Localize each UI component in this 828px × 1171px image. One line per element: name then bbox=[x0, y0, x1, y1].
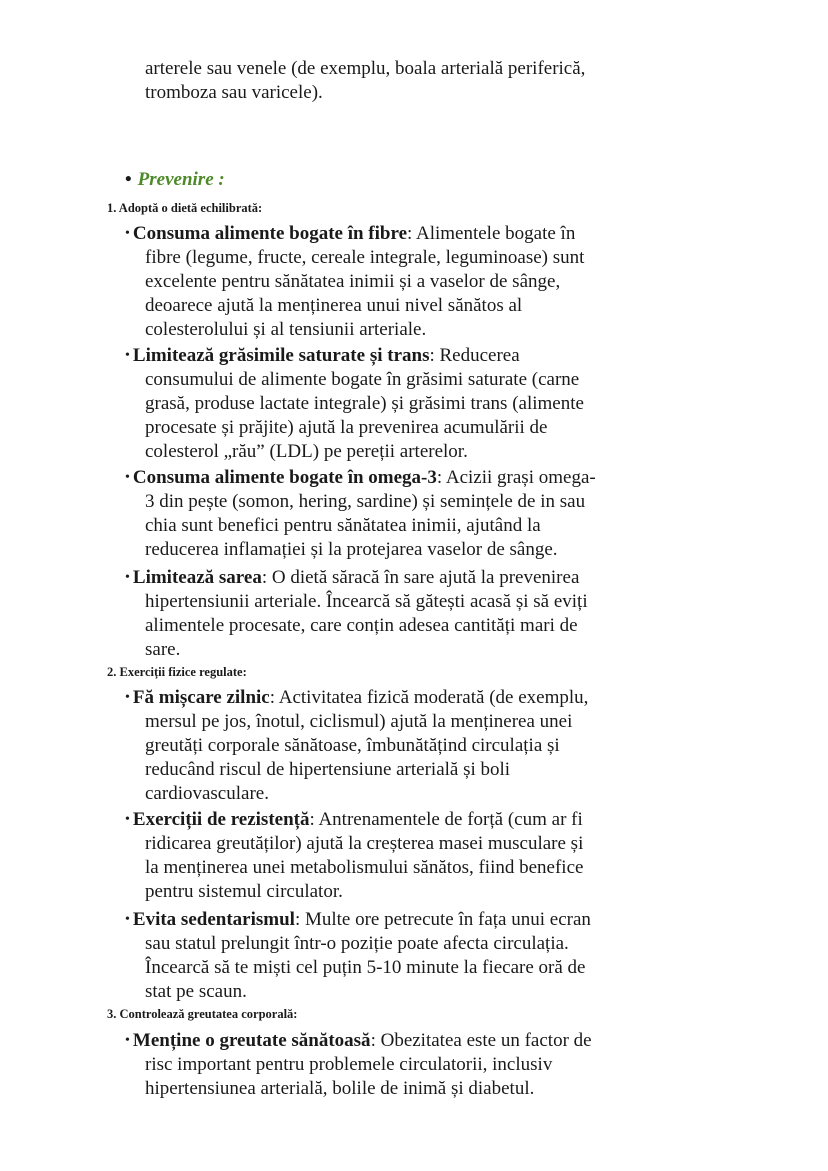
intro-line: arterele sau venele (de exemplu, boala arterială periferică, bbox=[145, 58, 586, 79]
prevention-heading bbox=[125, 168, 225, 192]
item-line: deoarece ajută la menținerea unui nivel sănătos al bbox=[145, 295, 523, 316]
item-line: sare. bbox=[145, 639, 181, 660]
item-line: colesterol „rău” (LDL) pe pereții arterelor. bbox=[145, 441, 468, 462]
list-item bbox=[125, 908, 635, 1004]
item-text: : Activitatea fizică moderată (de exemplu, bbox=[269, 687, 589, 708]
item-bold-label: Limitează sarea bbox=[132, 567, 262, 588]
list-item bbox=[125, 566, 635, 662]
item-text: : Reducerea bbox=[429, 345, 520, 366]
list-item bbox=[125, 808, 635, 904]
item-line: ridicarea greutăților) ajută la creșterea masei musculare și bbox=[145, 833, 584, 854]
item-line: sau statul prelungit într-o poziție poate afecta circulația. bbox=[145, 933, 569, 954]
list-item bbox=[125, 1029, 635, 1101]
item-text: : Alimentele bogate în bbox=[407, 223, 576, 244]
intro-line: tromboza sau varicele). bbox=[145, 82, 323, 103]
section-title: 2. Exerciții fizice regulate: bbox=[107, 665, 247, 679]
item-line: pentru sistemul circulator. bbox=[145, 881, 343, 902]
item-line: hipertensiunea arterială, bolile de inimă și diabetul. bbox=[145, 1078, 535, 1099]
item-line: stat pe scaun. bbox=[145, 981, 247, 1002]
bullet-icon: • bbox=[125, 912, 130, 927]
item-line: alimentele procesate, care conțin adesea cantități mari de bbox=[145, 615, 578, 636]
list-item bbox=[125, 344, 635, 464]
section-title: 3. Controlează greutatea corporală: bbox=[107, 1007, 298, 1021]
item-bold-label: Exerciții de rezistență bbox=[132, 809, 310, 830]
item-text: : Obezitatea este un factor de bbox=[370, 1030, 592, 1051]
item-line: la menținerea unei metabolismului sănătos, fiind benefice bbox=[145, 857, 584, 878]
list-item bbox=[125, 466, 635, 562]
item-line: consumului de alimente bogate în grăsimi saturate (carne bbox=[145, 369, 580, 390]
bullet-icon: • bbox=[125, 1033, 130, 1048]
item-text: : Multe ore petrecute în fața unui ecran bbox=[294, 909, 591, 930]
item-line: grasă, produse lactate integrale) și grăsimi trans (alimente bbox=[145, 393, 584, 414]
bullet-icon: • bbox=[125, 226, 130, 241]
item-bold-label: Menține o greutate sănătoasă bbox=[132, 1030, 371, 1051]
item-bold-label: Evita sedentarismul bbox=[132, 909, 295, 930]
item-line: procesate și prăjite) ajută la prevenirea acumulării de bbox=[145, 417, 548, 438]
item-line: reducând riscul de hipertensiune arterială și boli bbox=[145, 759, 511, 780]
item-bold-label: Consuma alimente bogate în fibre bbox=[132, 223, 407, 244]
item-line: cardiovasculare. bbox=[145, 783, 269, 804]
bullet-icon: • bbox=[125, 348, 130, 363]
item-line: hipertensiunii arteriale. Încearcă să gătești acasă și să eviți bbox=[145, 591, 588, 612]
item-line: reducerea inflamației și la protejarea vaselor de sânge. bbox=[145, 539, 558, 560]
list-item bbox=[125, 222, 635, 342]
bullet-icon: • bbox=[125, 570, 130, 585]
item-line: Încearcă să te miști cel puțin 5-10 minute la fiecare oră de bbox=[145, 957, 586, 978]
item-line: fibre (legume, fructe, cereale integrale, leguminoase) sunt bbox=[145, 247, 585, 268]
item-text: : O dietă săracă în sare ajută la prevenirea bbox=[261, 567, 580, 588]
item-line: chia sunt benefici pentru sănătatea inimii, ajutând la bbox=[145, 515, 541, 536]
item-line: mersul pe jos, înotul, ciclismul) ajută la menținerea unei bbox=[145, 711, 573, 732]
item-bold-label: Consuma alimente bogate în omega-3 bbox=[132, 467, 437, 488]
list-item bbox=[125, 686, 635, 806]
bullet-icon: • bbox=[125, 690, 130, 705]
item-line: 3 din pește (somon, hering, sardine) și semințele de in sau bbox=[145, 491, 586, 512]
item-line: colesterolului și al tensiunii arteriale. bbox=[145, 319, 427, 340]
bullet-icon: • bbox=[125, 812, 130, 827]
item-line: risc important pentru problemele circulatorii, inclusiv bbox=[145, 1054, 553, 1075]
bullet-icon: • bbox=[125, 470, 130, 485]
bullet-icon: • bbox=[125, 169, 132, 190]
prevention-title: Prevenire : bbox=[137, 169, 225, 190]
item-line: greutăți corporale sănătoase, îmbunătățind circulația și bbox=[145, 735, 560, 756]
section-title: 1. Adoptă o dietă echilibrată: bbox=[107, 201, 263, 215]
item-line: excelente pentru sănătatea inimii și a vaselor de sânge, bbox=[145, 271, 561, 292]
intro-paragraph bbox=[145, 57, 645, 105]
item-bold-label: Fă mișcare zilnic bbox=[132, 687, 270, 708]
item-text: : Acizii grași omega- bbox=[436, 467, 596, 488]
item-bold-label: Limitează grăsimile saturate și trans bbox=[132, 345, 430, 366]
item-text: : Antrenamentele de forță (cum ar fi bbox=[309, 809, 583, 830]
